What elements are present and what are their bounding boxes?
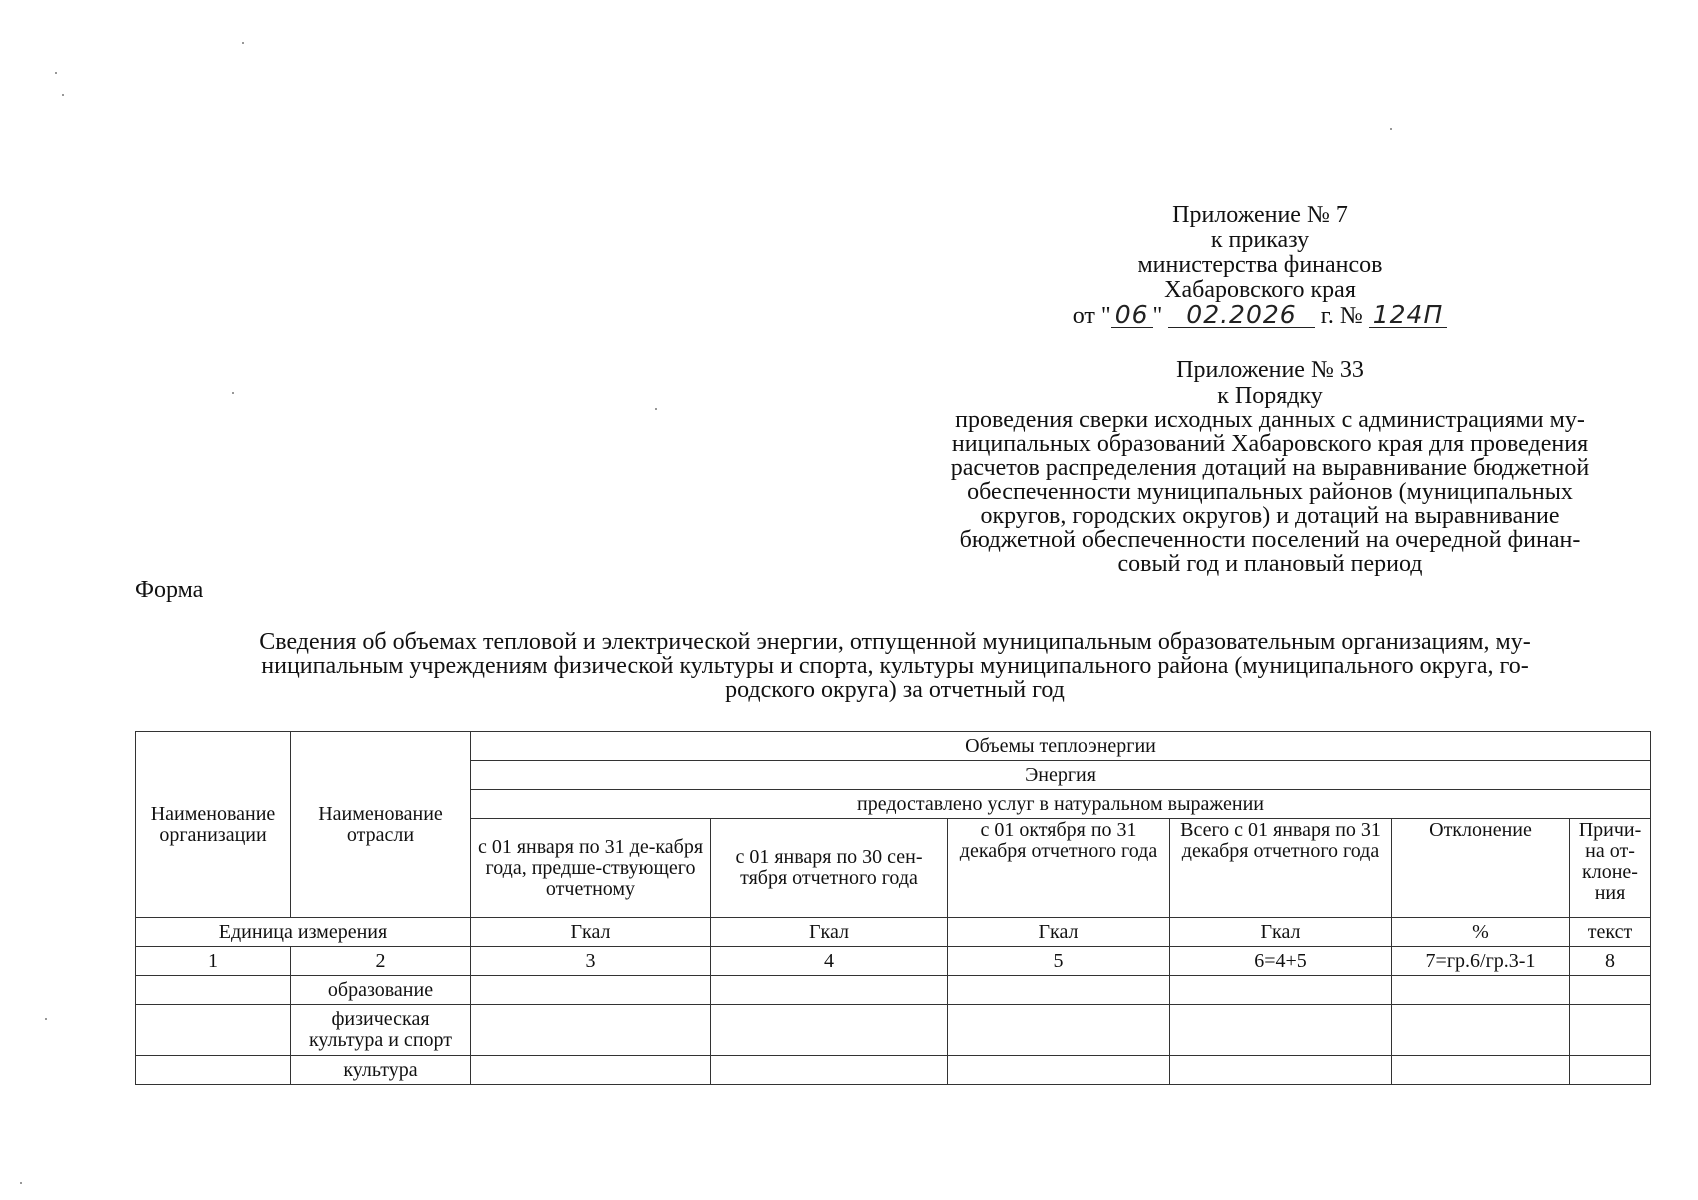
header-jan-sep: с 01 января по 30 сен-тября отчетного года [711, 819, 948, 918]
column-number-cell: 4 [711, 947, 948, 976]
table-units-row [136, 918, 1651, 947]
column-number-cell: 7=гр.6/гр.3-1 [1392, 947, 1570, 976]
appendix-33-head-line: Приложение № 33 [1176, 357, 1364, 383]
table-header-row [136, 732, 1651, 761]
header-total: Всего с 01 января по 31 декабря отчетного года [1170, 819, 1392, 918]
data-cell-empty [1170, 1005, 1392, 1056]
appendix-7-block [1000, 203, 1520, 329]
data-cell-empty [136, 1056, 291, 1085]
date-prefix: от " [1072, 303, 1111, 329]
form-title-line: родского округа) за отчетный год [725, 677, 1065, 703]
column-number-cell: 8 [1570, 947, 1651, 976]
unit-cell: текст [1570, 918, 1651, 947]
appendix-33-body-line: обеспеченности муниципальных районов (муниципальных [967, 479, 1573, 505]
industry-cell: образование [291, 976, 471, 1005]
data-cell-empty [948, 1005, 1170, 1056]
order-date-line [1000, 300, 1520, 329]
scan-speck [55, 72, 57, 74]
scan-speck [242, 42, 244, 44]
data-cell-empty [1392, 976, 1570, 1005]
header-energy: Энергия [471, 761, 1651, 790]
column-number-cell: 1 [136, 947, 291, 976]
unit-cell: Гкал [711, 918, 948, 947]
scan-speck [62, 94, 64, 96]
header-heat-volumes: Объемы теплоэнергии [471, 732, 1651, 761]
appendix-33-body-line: округов, городских округов) и дотаций на выравнивание [980, 503, 1560, 529]
data-cell-empty [1392, 1056, 1570, 1085]
table-row [136, 976, 1651, 1005]
data-cell-empty [948, 1056, 1170, 1085]
form-label: Форма [135, 577, 204, 603]
header-organization-name: Наименование организации [136, 732, 291, 918]
data-cell-empty [471, 1005, 711, 1056]
scan-speck [20, 1182, 22, 1184]
appendix-33-body-line: проведения сверки исходных данных с администрациями му- [955, 407, 1585, 433]
column-number-cell: 5 [948, 947, 1170, 976]
data-cell-empty [1392, 1005, 1570, 1056]
data-cell-empty [948, 976, 1170, 1005]
scan-speck [45, 1018, 47, 1020]
column-number-cell: 6=4+5 [1170, 947, 1392, 976]
data-cell-empty [1570, 976, 1651, 1005]
handwritten-month-year: 02.2026 [1168, 303, 1314, 328]
date-mid: " [1152, 303, 1169, 329]
unit-cell: Гкал [471, 918, 711, 947]
appendix-7-line: Приложение № 7 [1172, 202, 1348, 228]
scan-speck [232, 392, 234, 394]
header-oct-dec: с 01 октября по 31 декабря отчетного года [948, 819, 1170, 918]
table-row [136, 1056, 1651, 1085]
data-cell-empty [1570, 1005, 1651, 1056]
data-cell-empty [711, 1005, 948, 1056]
data-cell-empty [1170, 1056, 1392, 1085]
unit-cell: Гкал [1170, 918, 1392, 947]
appendix-33-head-line: к Порядку [1217, 383, 1323, 409]
industry-cell: культура [291, 1056, 471, 1085]
header-industry-name: Наименование отрасли [291, 732, 471, 918]
column-number-cell: 3 [471, 947, 711, 976]
industry-cell: физическая культура и спорт [291, 1005, 471, 1056]
date-suffix: г. № [1314, 303, 1369, 329]
handwritten-order-number: 124П [1369, 303, 1448, 328]
unit-cell: Гкал [948, 918, 1170, 947]
appendix-7-line: министерства финансов [1137, 252, 1383, 278]
header-services-provided: предоставлено услуг в натуральном выражении [471, 790, 1651, 819]
data-cell-empty [1170, 976, 1392, 1005]
header-deviation: Отклонение [1392, 819, 1570, 918]
appendix-33-body-line: расчетов распределения дотаций на выравнивание бюджетной [950, 455, 1590, 481]
unit-cell: % [1392, 918, 1570, 947]
appendix-7-line: Хабаровского края [1164, 277, 1356, 303]
data-cell-empty [711, 1056, 948, 1085]
scan-speck [655, 408, 657, 410]
header-prior-year: с 01 января по 31 де-кабря года, предше-ствующего отчетному [471, 819, 711, 918]
data-cell-empty [136, 976, 291, 1005]
column-number-cell: 2 [291, 947, 471, 976]
appendix-33-body-line: ниципальных образований Хабаровского края для проведения [951, 431, 1589, 457]
handwritten-day: 06 [1111, 303, 1153, 328]
scan-speck [1390, 128, 1392, 130]
data-cell-empty [1570, 1056, 1651, 1085]
form-title-line: ниципальным учреждениям физической культуры и спорта, культуры муниципального района (муниципального округа, го- [261, 653, 1529, 679]
data-cell-empty [471, 1056, 711, 1085]
appendix-7-line: к приказу [1210, 227, 1310, 253]
header-deviation-reason: Причи-на от-клоне-ния [1570, 819, 1651, 918]
appendix-33-body-line: бюджетной обеспеченности поселений на очередной финан- [959, 527, 1581, 553]
form-title [130, 630, 1660, 702]
energy-volumes-table [135, 731, 1651, 1085]
data-cell-empty [136, 1005, 291, 1056]
data-cell-empty [471, 976, 711, 1005]
unit-label-cell: Единица измерения [136, 918, 471, 947]
appendix-33-body-line: совый год и плановый период [1117, 551, 1423, 577]
appendix-33-block [880, 358, 1660, 576]
table-column-numbers-row [136, 947, 1651, 976]
form-title-line: Сведения об объемах тепловой и электрической энергии, отпущенной муниципальным образовательным организациям, му- [259, 629, 1531, 655]
data-cell-empty [711, 976, 948, 1005]
table-row [136, 1005, 1651, 1056]
